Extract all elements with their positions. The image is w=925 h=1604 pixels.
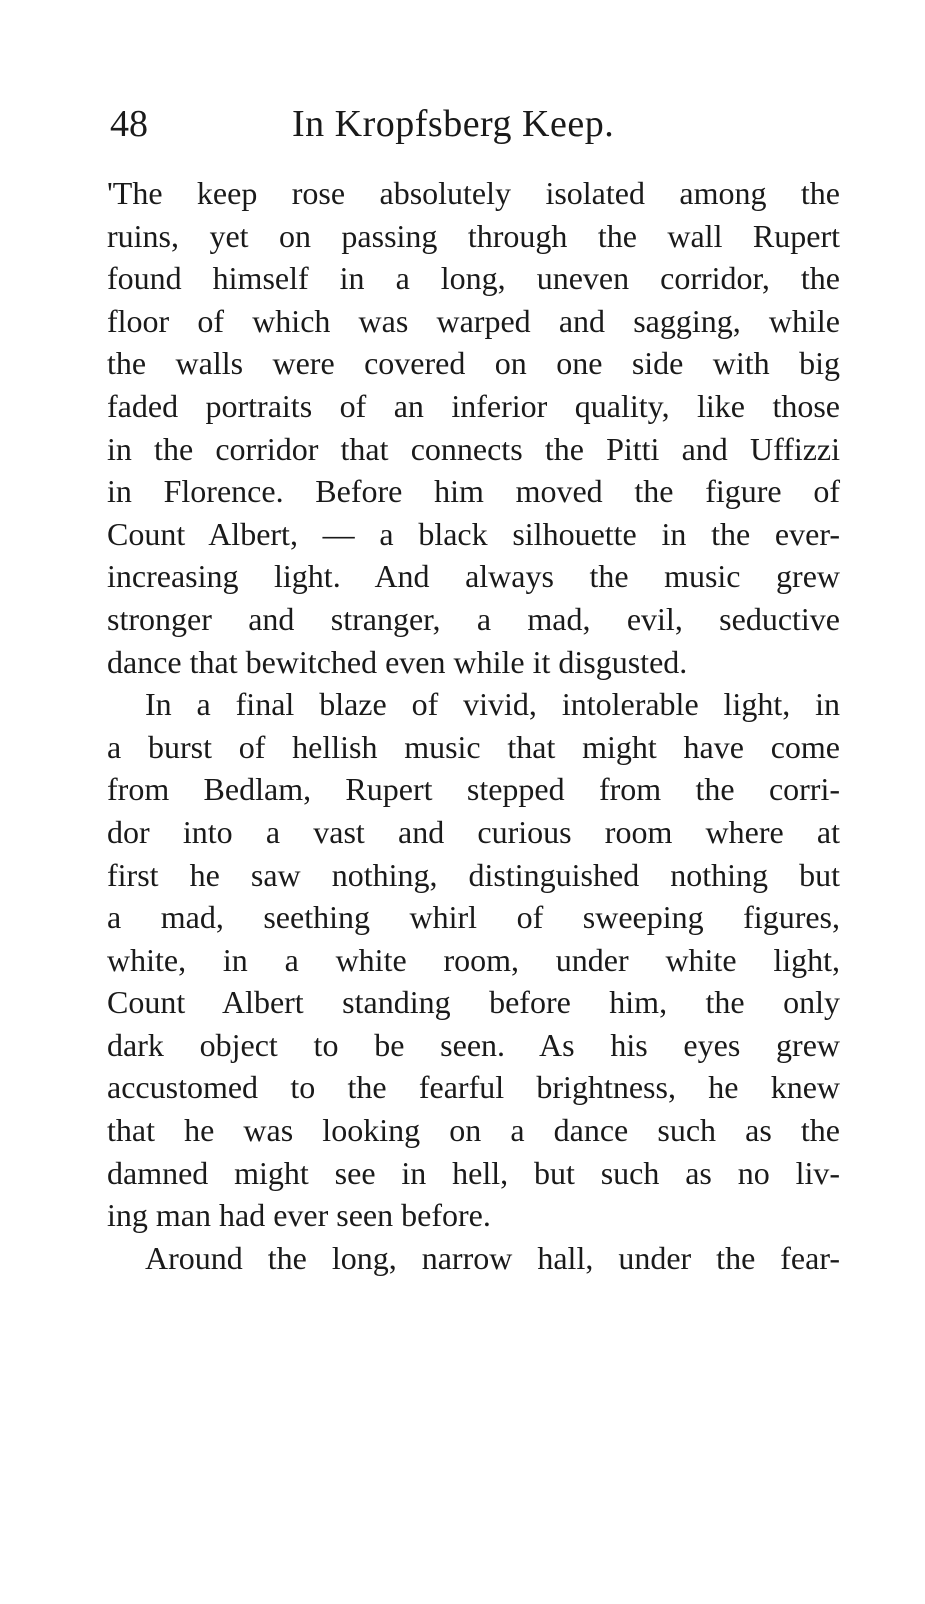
text-line: white, in a white room, under white light, [107, 941, 840, 978]
text-line: accustomed to the fearful brightness, he knew [107, 1069, 840, 1106]
text-line: Count Albert standing before him, the only [107, 984, 840, 1021]
text-line: first he saw nothing, distinguished nothing but [107, 856, 840, 893]
body-text [107, 172, 840, 1279]
text-line: damned might see in hell, but such as no liv- [107, 1154, 840, 1191]
page-header [107, 96, 847, 152]
text-line: the walls were covered on one side with big [107, 345, 840, 382]
text-line: dance that bewitched even while it disgusted. [107, 643, 688, 680]
paragraph-1 [107, 172, 840, 683]
text-line: stronger and stranger, a mad, evil, seductive [107, 600, 840, 637]
paragraph-3 [107, 1237, 840, 1280]
text-line: found himself in a long, uneven corridor, the [107, 260, 840, 297]
text-line: increasing light. And always the music grew [107, 558, 840, 595]
text-line: in the corridor that connects the Pitti and Uffizzi [107, 430, 840, 467]
text-line: that he was looking on a dance such as the [107, 1112, 840, 1149]
text-line: Count Albert, — a black silhouette in the ever- [107, 515, 840, 552]
text-line: a mad, seething whirl of sweeping figures, [107, 899, 840, 936]
text-line: ruins, yet on passing through the wall Rupert [107, 217, 840, 254]
text-line: a burst of hellish music that might have come [107, 728, 840, 765]
text-line: dor into a vast and curious room where at [107, 813, 840, 850]
running-title: In Kropfsberg Keep. [292, 103, 615, 145]
paragraph-2 [107, 683, 840, 1237]
text-line: ing man had ever seen before. [107, 1197, 491, 1234]
text-line: faded portraits of an inferior quality, like those [107, 387, 840, 424]
text-line: Around the long, narrow hall, under the fear- [145, 1239, 840, 1276]
page-number: 48 [110, 103, 148, 145]
text-line: In a final blaze of vivid, intolerable light, in [145, 686, 840, 723]
text-line: from Bedlam, Rupert stepped from the corri- [107, 771, 840, 808]
text-line: in Florence. Before him moved the figure of [107, 473, 840, 510]
text-line: dark object to be seen. As his eyes grew [107, 1026, 840, 1063]
text-line: 'The keep rose absolutely isolated among the [107, 175, 840, 211]
text-line: floor of which was warped and sagging, while [107, 302, 840, 339]
